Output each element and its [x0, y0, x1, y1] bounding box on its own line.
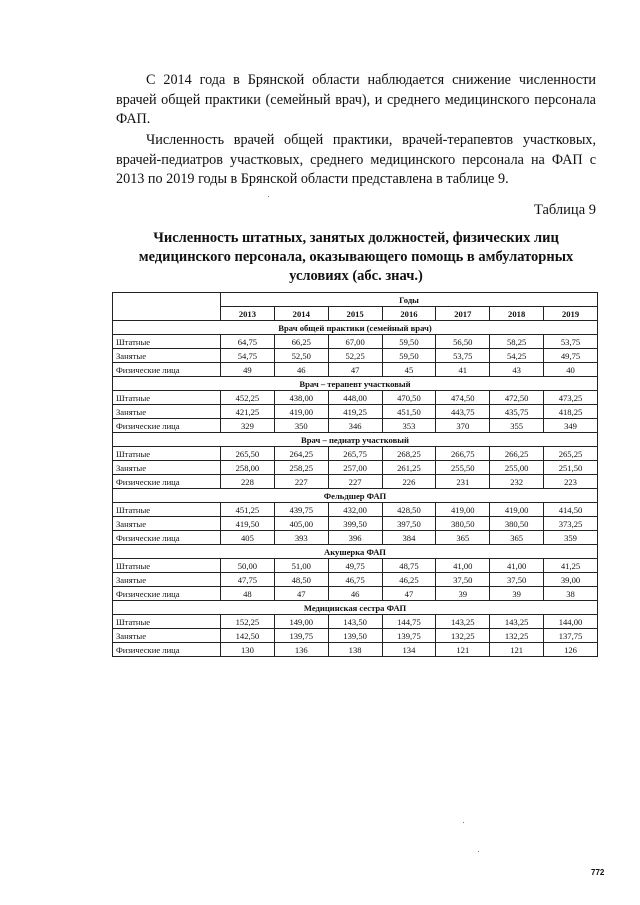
value-cell: 373,25: [544, 517, 598, 531]
value-cell: 53,75: [436, 349, 490, 363]
table-row: [113, 405, 598, 419]
value-cell: 399,50: [328, 517, 382, 531]
scan-speck: [478, 851, 479, 852]
value-cell: 232: [490, 475, 544, 489]
value-cell: 419,50: [221, 517, 275, 531]
value-cell: 37,50: [436, 573, 490, 587]
row-label: Занятые: [113, 629, 221, 643]
value-cell: 49: [221, 363, 275, 377]
row-label: Занятые: [113, 517, 221, 531]
value-cell: 474,50: [436, 391, 490, 405]
value-cell: 54,25: [490, 349, 544, 363]
row-label: Занятые: [113, 573, 221, 587]
value-cell: 421,25: [221, 405, 275, 419]
year-header-2015: 2015: [328, 307, 382, 321]
value-cell: 138: [328, 643, 382, 657]
value-cell: 359: [544, 531, 598, 545]
paragraph-intro: С 2014 года в Брянской области наблюдается снижение численности врачей общей практики (семейный врач), и среднего медицинского персонала ФАП.: [116, 72, 596, 127]
row-label: Физические лица: [113, 475, 221, 489]
section-header-row: [113, 377, 598, 391]
value-cell: 51,00: [274, 559, 328, 573]
value-cell: 66,25: [274, 335, 328, 349]
year-header-2013: 2013: [221, 307, 275, 321]
table-row: [113, 587, 598, 601]
value-cell: 228: [221, 475, 275, 489]
table-row: [113, 391, 598, 405]
value-cell: 41,25: [544, 559, 598, 573]
value-cell: 397,50: [382, 517, 436, 531]
value-cell: 139,50: [328, 629, 382, 643]
table-row: [113, 503, 598, 517]
value-cell: 47,75: [221, 573, 275, 587]
value-cell: 251,50: [544, 461, 598, 475]
row-label: Физические лица: [113, 587, 221, 601]
value-cell: 396: [328, 531, 382, 545]
value-cell: 132,25: [490, 629, 544, 643]
table-row: [113, 335, 598, 349]
value-cell: 59,50: [382, 349, 436, 363]
value-cell: 132,25: [436, 629, 490, 643]
table-row: [113, 461, 598, 475]
value-cell: 43: [490, 363, 544, 377]
value-cell: 393: [274, 531, 328, 545]
section-title: Медицинская сестра ФАП: [113, 601, 598, 615]
value-cell: 46: [328, 587, 382, 601]
value-cell: 142,50: [221, 629, 275, 643]
value-cell: 46: [274, 363, 328, 377]
row-label: Физические лица: [113, 363, 221, 377]
value-cell: 54,75: [221, 349, 275, 363]
value-cell: 52,25: [328, 349, 382, 363]
value-cell: 149,00: [274, 615, 328, 629]
value-cell: 143,50: [328, 615, 382, 629]
value-cell: 414,50: [544, 503, 598, 517]
value-cell: 226: [382, 475, 436, 489]
value-cell: 38: [544, 587, 598, 601]
value-cell: 472,50: [490, 391, 544, 405]
value-cell: 365: [490, 531, 544, 545]
value-cell: 47: [274, 587, 328, 601]
row-label: Штатные: [113, 391, 221, 405]
value-cell: 227: [328, 475, 382, 489]
row-label: Занятые: [113, 405, 221, 419]
value-cell: 451,50: [382, 405, 436, 419]
value-cell: 258,25: [274, 461, 328, 475]
value-cell: 144,00: [544, 615, 598, 629]
section-title: Врач – педиатр участковый: [113, 433, 598, 447]
value-cell: 405,00: [274, 517, 328, 531]
value-cell: 443,75: [436, 405, 490, 419]
value-cell: 49,75: [328, 559, 382, 573]
table-row: [113, 643, 598, 657]
row-label: Занятые: [113, 349, 221, 363]
value-cell: 419,00: [274, 405, 328, 419]
value-cell: 365: [436, 531, 490, 545]
value-cell: 265,25: [544, 447, 598, 461]
value-cell: 50,00: [221, 559, 275, 573]
table-row: [113, 447, 598, 461]
value-cell: 355: [490, 419, 544, 433]
value-cell: 227: [274, 475, 328, 489]
value-cell: 137,75: [544, 629, 598, 643]
value-cell: 139,75: [274, 629, 328, 643]
value-cell: 451,25: [221, 503, 275, 517]
value-cell: 56,50: [436, 335, 490, 349]
value-cell: 49,75: [544, 349, 598, 363]
value-cell: 346: [328, 419, 382, 433]
value-cell: 144,75: [382, 615, 436, 629]
value-cell: 384: [382, 531, 436, 545]
table-row: [113, 573, 598, 587]
value-cell: 439,75: [274, 503, 328, 517]
row-label: Физические лица: [113, 643, 221, 657]
value-cell: 53,75: [544, 335, 598, 349]
value-cell: 130: [221, 643, 275, 657]
value-cell: 58,25: [490, 335, 544, 349]
section-title: Акушерка ФАП: [113, 545, 598, 559]
year-header-2019: 2019: [544, 307, 598, 321]
value-cell: 143,25: [436, 615, 490, 629]
value-cell: 329: [221, 419, 275, 433]
value-cell: 418,25: [544, 405, 598, 419]
value-cell: 419,00: [490, 503, 544, 517]
value-cell: 264,25: [274, 447, 328, 461]
section-title: Врач общей практики (семейный врач): [113, 321, 598, 335]
value-cell: 48,50: [274, 573, 328, 587]
staff-table: [112, 292, 598, 657]
scan-speck: [268, 196, 269, 197]
scan-speck: [463, 822, 464, 823]
page-number: 772: [591, 868, 605, 877]
value-cell: 268,25: [382, 447, 436, 461]
years-header: Годы: [221, 293, 598, 307]
section-title: Врач – терапевт участковый: [113, 377, 598, 391]
year-header-2016: 2016: [382, 307, 436, 321]
value-cell: 266,25: [490, 447, 544, 461]
value-cell: 380,50: [490, 517, 544, 531]
value-cell: 435,75: [490, 405, 544, 419]
value-cell: 258,00: [221, 461, 275, 475]
value-cell: 452,25: [221, 391, 275, 405]
value-cell: 231: [436, 475, 490, 489]
value-cell: 52,50: [274, 349, 328, 363]
year-header-2014: 2014: [274, 307, 328, 321]
header-empty-cell: [113, 293, 221, 321]
table-row: [113, 475, 598, 489]
value-cell: 438,00: [274, 391, 328, 405]
value-cell: 432,00: [328, 503, 382, 517]
value-cell: 39: [490, 587, 544, 601]
value-cell: 405: [221, 531, 275, 545]
value-cell: 48: [221, 587, 275, 601]
value-cell: 380,50: [436, 517, 490, 531]
value-cell: 46,25: [382, 573, 436, 587]
value-cell: 121: [490, 643, 544, 657]
value-cell: 349: [544, 419, 598, 433]
value-cell: 121: [436, 643, 490, 657]
value-cell: 419,25: [328, 405, 382, 419]
value-cell: 255,50: [436, 461, 490, 475]
row-label: Штатные: [113, 615, 221, 629]
value-cell: 46,75: [328, 573, 382, 587]
table-row: [113, 531, 598, 545]
table-row: [113, 615, 598, 629]
section-header-row: [113, 489, 598, 503]
value-cell: 419,00: [436, 503, 490, 517]
value-cell: 152,25: [221, 615, 275, 629]
value-cell: 39,00: [544, 573, 598, 587]
section-title: Фельдшер ФАП: [113, 489, 598, 503]
value-cell: 47: [328, 363, 382, 377]
value-cell: 257,00: [328, 461, 382, 475]
value-cell: 266,75: [436, 447, 490, 461]
value-cell: 448,00: [328, 391, 382, 405]
table-row: [113, 517, 598, 531]
value-cell: 37,50: [490, 573, 544, 587]
year-header-2017: 2017: [436, 307, 490, 321]
table-title: Численность штатных, занятых должностей, физических лиц медицинского персонала, оказывающего помощь в амбулаторных условиях (абс. знач.): [138, 230, 574, 284]
value-cell: 350: [274, 419, 328, 433]
value-cell: 45: [382, 363, 436, 377]
value-cell: 428,50: [382, 503, 436, 517]
table-row: [113, 363, 598, 377]
value-cell: 265,75: [328, 447, 382, 461]
value-cell: 40: [544, 363, 598, 377]
value-cell: 136: [274, 643, 328, 657]
section-header-row: [113, 433, 598, 447]
row-label: Физические лица: [113, 419, 221, 433]
paragraph-table-reference: Численность врачей общей практики, врачей-терапевтов участковых, врачей-педиатров участковых, среднего медицинского персонала на ФАП с 2013 по 2019 годы в Брянской области представлена в таблице 9.: [116, 132, 596, 187]
row-label: Занятые: [113, 461, 221, 475]
value-cell: 255,00: [490, 461, 544, 475]
section-header-row: [113, 321, 598, 335]
value-cell: 261,25: [382, 461, 436, 475]
value-cell: 126: [544, 643, 598, 657]
value-cell: 67,00: [328, 335, 382, 349]
table-row: [113, 349, 598, 363]
table-row: [113, 559, 598, 573]
table-row: [113, 419, 598, 433]
value-cell: 41,00: [436, 559, 490, 573]
value-cell: 353: [382, 419, 436, 433]
section-header-row: [113, 601, 598, 615]
table-row: [113, 629, 598, 643]
value-cell: 370: [436, 419, 490, 433]
value-cell: 41: [436, 363, 490, 377]
row-label: Штатные: [113, 559, 221, 573]
value-cell: 470,50: [382, 391, 436, 405]
value-cell: 41,00: [490, 559, 544, 573]
value-cell: 473,25: [544, 391, 598, 405]
row-label: Физические лица: [113, 531, 221, 545]
value-cell: 48,75: [382, 559, 436, 573]
row-label: Штатные: [113, 335, 221, 349]
value-cell: 39: [436, 587, 490, 601]
value-cell: 223: [544, 475, 598, 489]
value-cell: 47: [382, 587, 436, 601]
row-label: Штатные: [113, 447, 221, 461]
value-cell: 139,75: [382, 629, 436, 643]
value-cell: 64,75: [221, 335, 275, 349]
table-label: Таблица 9: [533, 202, 596, 218]
year-header-2018: 2018: [490, 307, 544, 321]
row-label: Штатные: [113, 503, 221, 517]
value-cell: 134: [382, 643, 436, 657]
value-cell: 265,50: [221, 447, 275, 461]
section-header-row: [113, 545, 598, 559]
value-cell: 143,25: [490, 615, 544, 629]
value-cell: 59,50: [382, 335, 436, 349]
